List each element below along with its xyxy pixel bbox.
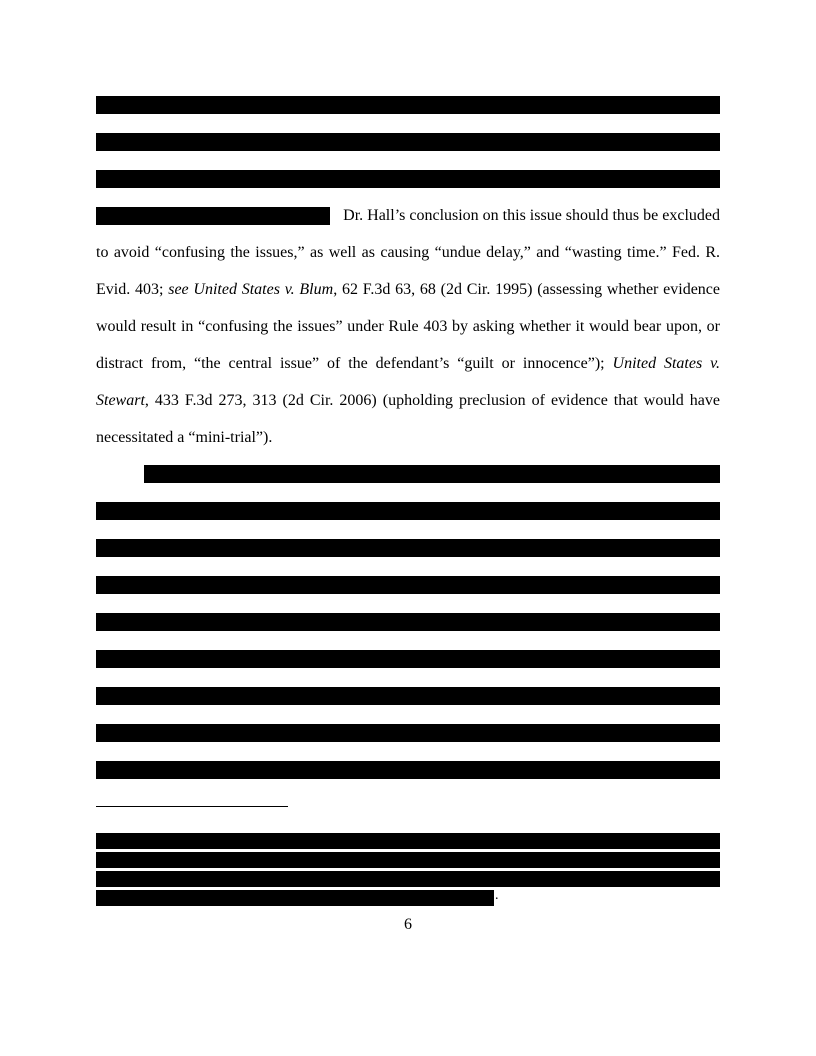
footnote-redaction-bar bbox=[96, 890, 494, 906]
footnote-period: . bbox=[495, 888, 499, 903]
redaction-bar bbox=[96, 576, 720, 594]
redaction-bar bbox=[96, 502, 720, 520]
page-number: 6 bbox=[404, 916, 412, 933]
redaction-bar bbox=[144, 465, 720, 483]
footnote-redaction-bar bbox=[96, 852, 720, 868]
body-text: would result in “confusing the issues” under Rule 403 by asking whether it would bear upon, or bbox=[96, 318, 720, 335]
redaction-bar bbox=[96, 650, 720, 668]
redaction-bar bbox=[96, 613, 720, 631]
redaction-bar bbox=[96, 133, 720, 151]
case-citation: Stewart bbox=[96, 392, 145, 409]
redaction-bar bbox=[96, 761, 720, 779]
footnote-separator bbox=[96, 806, 288, 807]
case-citation: see United States v. Blum bbox=[168, 281, 334, 298]
redaction-bar bbox=[96, 687, 720, 705]
body-line-7 bbox=[96, 428, 720, 448]
body-text: Evid. 403; bbox=[96, 281, 169, 298]
body-text: , 62 F.3d 63, 68 (2d Cir. 1995) (assessing whether evidence bbox=[333, 281, 720, 298]
body-line-3 bbox=[96, 280, 720, 300]
redaction-bar bbox=[96, 170, 720, 188]
body-line-2 bbox=[96, 243, 720, 263]
redaction-bar bbox=[96, 96, 720, 114]
redaction-bar bbox=[96, 539, 720, 557]
case-citation: United States v. bbox=[612, 355, 720, 372]
body-text: Dr. Hall’s conclusion on this issue should thus be excluded bbox=[343, 207, 720, 224]
body-line-1 bbox=[340, 206, 720, 226]
body-line-4 bbox=[96, 317, 720, 337]
footnote-redaction-bar bbox=[96, 871, 720, 887]
body-text: distract from, “the central issue” of the defendant’s “guilt or innocence”); bbox=[96, 355, 613, 372]
body-line-6 bbox=[96, 391, 720, 411]
body-line-5 bbox=[96, 354, 720, 374]
body-text: , 433 F.3d 273, 313 (2d Cir. 2006) (upholding preclusion of evidence that would have bbox=[144, 392, 720, 409]
footnote-redaction-bar bbox=[96, 833, 720, 849]
redaction-bar bbox=[96, 207, 330, 225]
redaction-bar bbox=[96, 724, 720, 742]
body-text: necessitated a “mini-trial”). bbox=[96, 429, 273, 446]
body-text: to avoid “confusing the issues,” as well as causing “undue delay,” and “wasting time.” Fed. R. bbox=[96, 244, 720, 261]
